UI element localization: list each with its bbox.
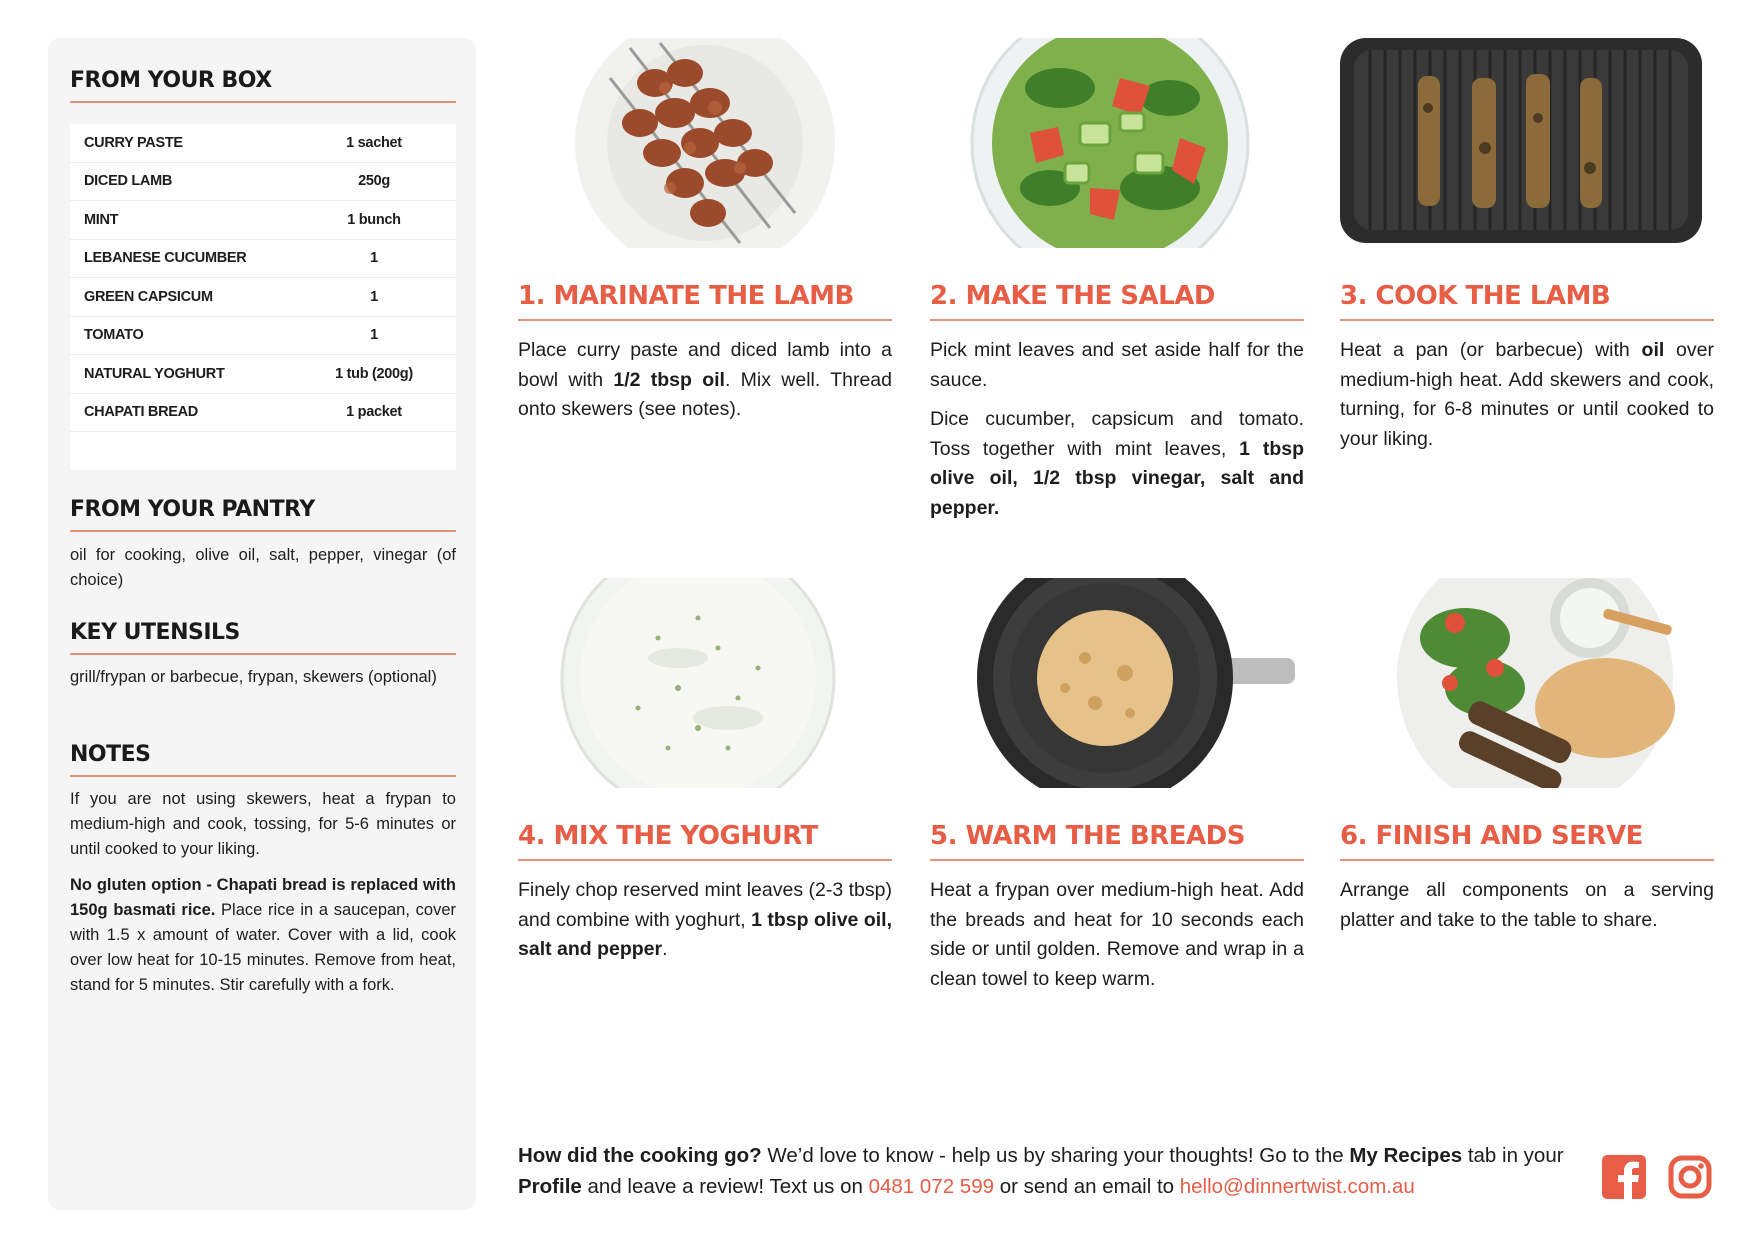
ingredient-qty: 250g	[358, 173, 390, 190]
step-4	[518, 578, 892, 998]
facebook-icon[interactable]	[1602, 1155, 1646, 1199]
step-1-title: 1. MARINATE THE LAMB	[518, 281, 892, 321]
ingredient-name: DICED LAMB	[84, 173, 173, 190]
yoghurt-bowl-image	[558, 578, 838, 788]
step-3-title: 3. COOK THE LAMB	[1340, 281, 1714, 321]
step-6	[1340, 578, 1714, 998]
footer-text: We’d love to know - help us by sharing your thoughts! Go to the	[761, 1144, 1350, 1167]
ingredient-qty: 1 bunch	[347, 211, 401, 228]
sidebar-panel	[48, 38, 476, 1210]
step-text-part: Heat a frypan over medium-high heat. Add the breads and heat for 10 seconds each side or until golden. Remove and wrap in a clean towel to keep warm.	[930, 879, 1304, 990]
ingredient-qty: 1	[370, 250, 378, 267]
ingredient-name: TOMATO	[84, 327, 144, 344]
footer-text: or send an email to	[994, 1175, 1180, 1198]
step-5	[930, 578, 1304, 998]
skewers-grill-pan-image	[1340, 38, 1702, 248]
no-gluten-text: Place rice in a saucepan, cover with 1.5 x amount of water. Cover with a lid, cook over low heat for 10-15 minutes. Remove from heat, stand for 5 minutes. Stir carefully with a fork.	[70, 901, 456, 994]
phone-link[interactable]: 0481 072 599	[868, 1175, 994, 1198]
step-text-part: . Mix well. Thread onto skewers (see notes).	[518, 368, 892, 420]
step-text-bold: 1 tbsp olive oil, 1/2 tbsp vinegar, salt and pepper.	[930, 437, 1304, 519]
table-row	[70, 163, 456, 202]
step-5-text	[930, 876, 1304, 994]
email-link[interactable]: hello@dinnertwist.com.au	[1179, 1175, 1415, 1198]
ingredient-name: CHAPATI BREAD	[84, 404, 198, 421]
ingredient-name: MINT	[84, 211, 119, 228]
step-text-bold: oil	[1641, 339, 1665, 361]
lamb-skewers-plate-image	[570, 38, 840, 248]
bread-frypan-image	[965, 578, 1295, 788]
footer-text: tab in your	[1462, 1144, 1564, 1167]
ingredient-qty: 1 packet	[346, 404, 402, 421]
step-text-bold: 1 tbsp olive oil, salt and pepper	[518, 908, 892, 960]
step-text-part: Finely chop reserved mint leaves (2-3 tbsp) and combine with yoghurt,	[518, 879, 892, 931]
table-row	[70, 201, 456, 240]
key-utensils-heading: KEY UTENSILS	[70, 620, 456, 655]
step-6-title: 6. FINISH AND SERVE	[1340, 821, 1714, 861]
step-text-part: Heat a pan (or barbecue) with	[1340, 339, 1642, 361]
step-1-text	[518, 336, 892, 425]
step-text-part: Dice cucumber, capsicum and tomato. Toss together with mint leaves,	[930, 408, 1304, 460]
step-4-title: 4. MIX THE YOGHURT	[518, 821, 892, 861]
ingredients-table	[70, 124, 456, 470]
from-your-pantry-heading: FROM YOUR PANTRY	[70, 497, 456, 532]
step-3-text	[1340, 336, 1714, 454]
my-recipes-label: My Recipes	[1349, 1144, 1463, 1167]
table-row	[70, 240, 456, 279]
from-your-box-heading: FROM YOUR BOX	[70, 68, 456, 103]
no-gluten-label: No gluten option - Chapati bread is replaced with 150g basmati rice.	[70, 876, 456, 919]
step-text-part: .	[662, 938, 668, 960]
table-row	[70, 278, 456, 317]
step-2-para-2	[930, 405, 1304, 523]
step-text-part: over medium-high heat. Add skewers and cook, turning, for 6-8 minutes or until cooked to your liking.	[1340, 339, 1714, 450]
ingredient-name: CURRY PASTE	[84, 134, 183, 151]
table-row	[70, 124, 456, 163]
notes-paragraph: If you are not using skewers, heat a frypan to medium-high and cook, tossing, for 5-6 minutes or until cooked to your liking.	[70, 790, 456, 858]
table-row	[70, 394, 456, 433]
step-2-text	[930, 336, 1304, 523]
step-6-text	[1340, 876, 1714, 935]
instagram-icon[interactable]	[1668, 1155, 1712, 1199]
ingredient-name: LEBANESE CUCUMBER	[84, 250, 247, 267]
step-4-text	[518, 876, 892, 965]
step-text-bold: 1/2 tbsp oil	[613, 368, 725, 391]
step-2-title: 2. MAKE THE SALAD	[930, 281, 1304, 321]
no-gluten-paragraph	[70, 873, 456, 998]
ingredient-name: GREEN CAPSICUM	[84, 288, 213, 305]
step-2-para-1: Pick mint leaves and set aside half for the sauce.	[930, 339, 1304, 391]
footer-text: and leave a review! Text us on	[581, 1175, 869, 1198]
ingredient-qty: 1	[370, 288, 378, 305]
pantry-text: oil for cooking, olive oil, salt, pepper, vinegar (of choice)	[70, 546, 456, 589]
table-row	[70, 317, 456, 356]
step-3	[1340, 38, 1714, 458]
step-1	[518, 38, 892, 458]
step-text-part: Arrange all components on a serving platter and take to the table to share.	[1340, 879, 1714, 931]
served-platter-image	[1395, 578, 1675, 788]
ingredient-name: NATURAL YOGHURT	[84, 365, 225, 382]
step-text-part: Place curry paste and diced lamb into a bowl with	[518, 339, 892, 391]
step-5-title: 5. WARM THE BREADS	[930, 821, 1304, 861]
ingredient-qty: 1	[370, 327, 378, 344]
salad-bowl-image	[970, 38, 1250, 248]
step-2	[930, 38, 1304, 519]
table-row	[70, 355, 456, 394]
ingredient-qty: 1 sachet	[346, 134, 402, 151]
utensils-text: grill/frypan or barbecue, frypan, skewers (optional)	[70, 668, 437, 686]
ingredient-qty: 1 tub (200g)	[335, 365, 413, 382]
profile-label: Profile	[518, 1175, 582, 1198]
feedback-footer	[518, 1140, 1588, 1202]
feedback-question: How did the cooking go?	[518, 1144, 762, 1167]
notes-heading: NOTES	[70, 742, 456, 777]
